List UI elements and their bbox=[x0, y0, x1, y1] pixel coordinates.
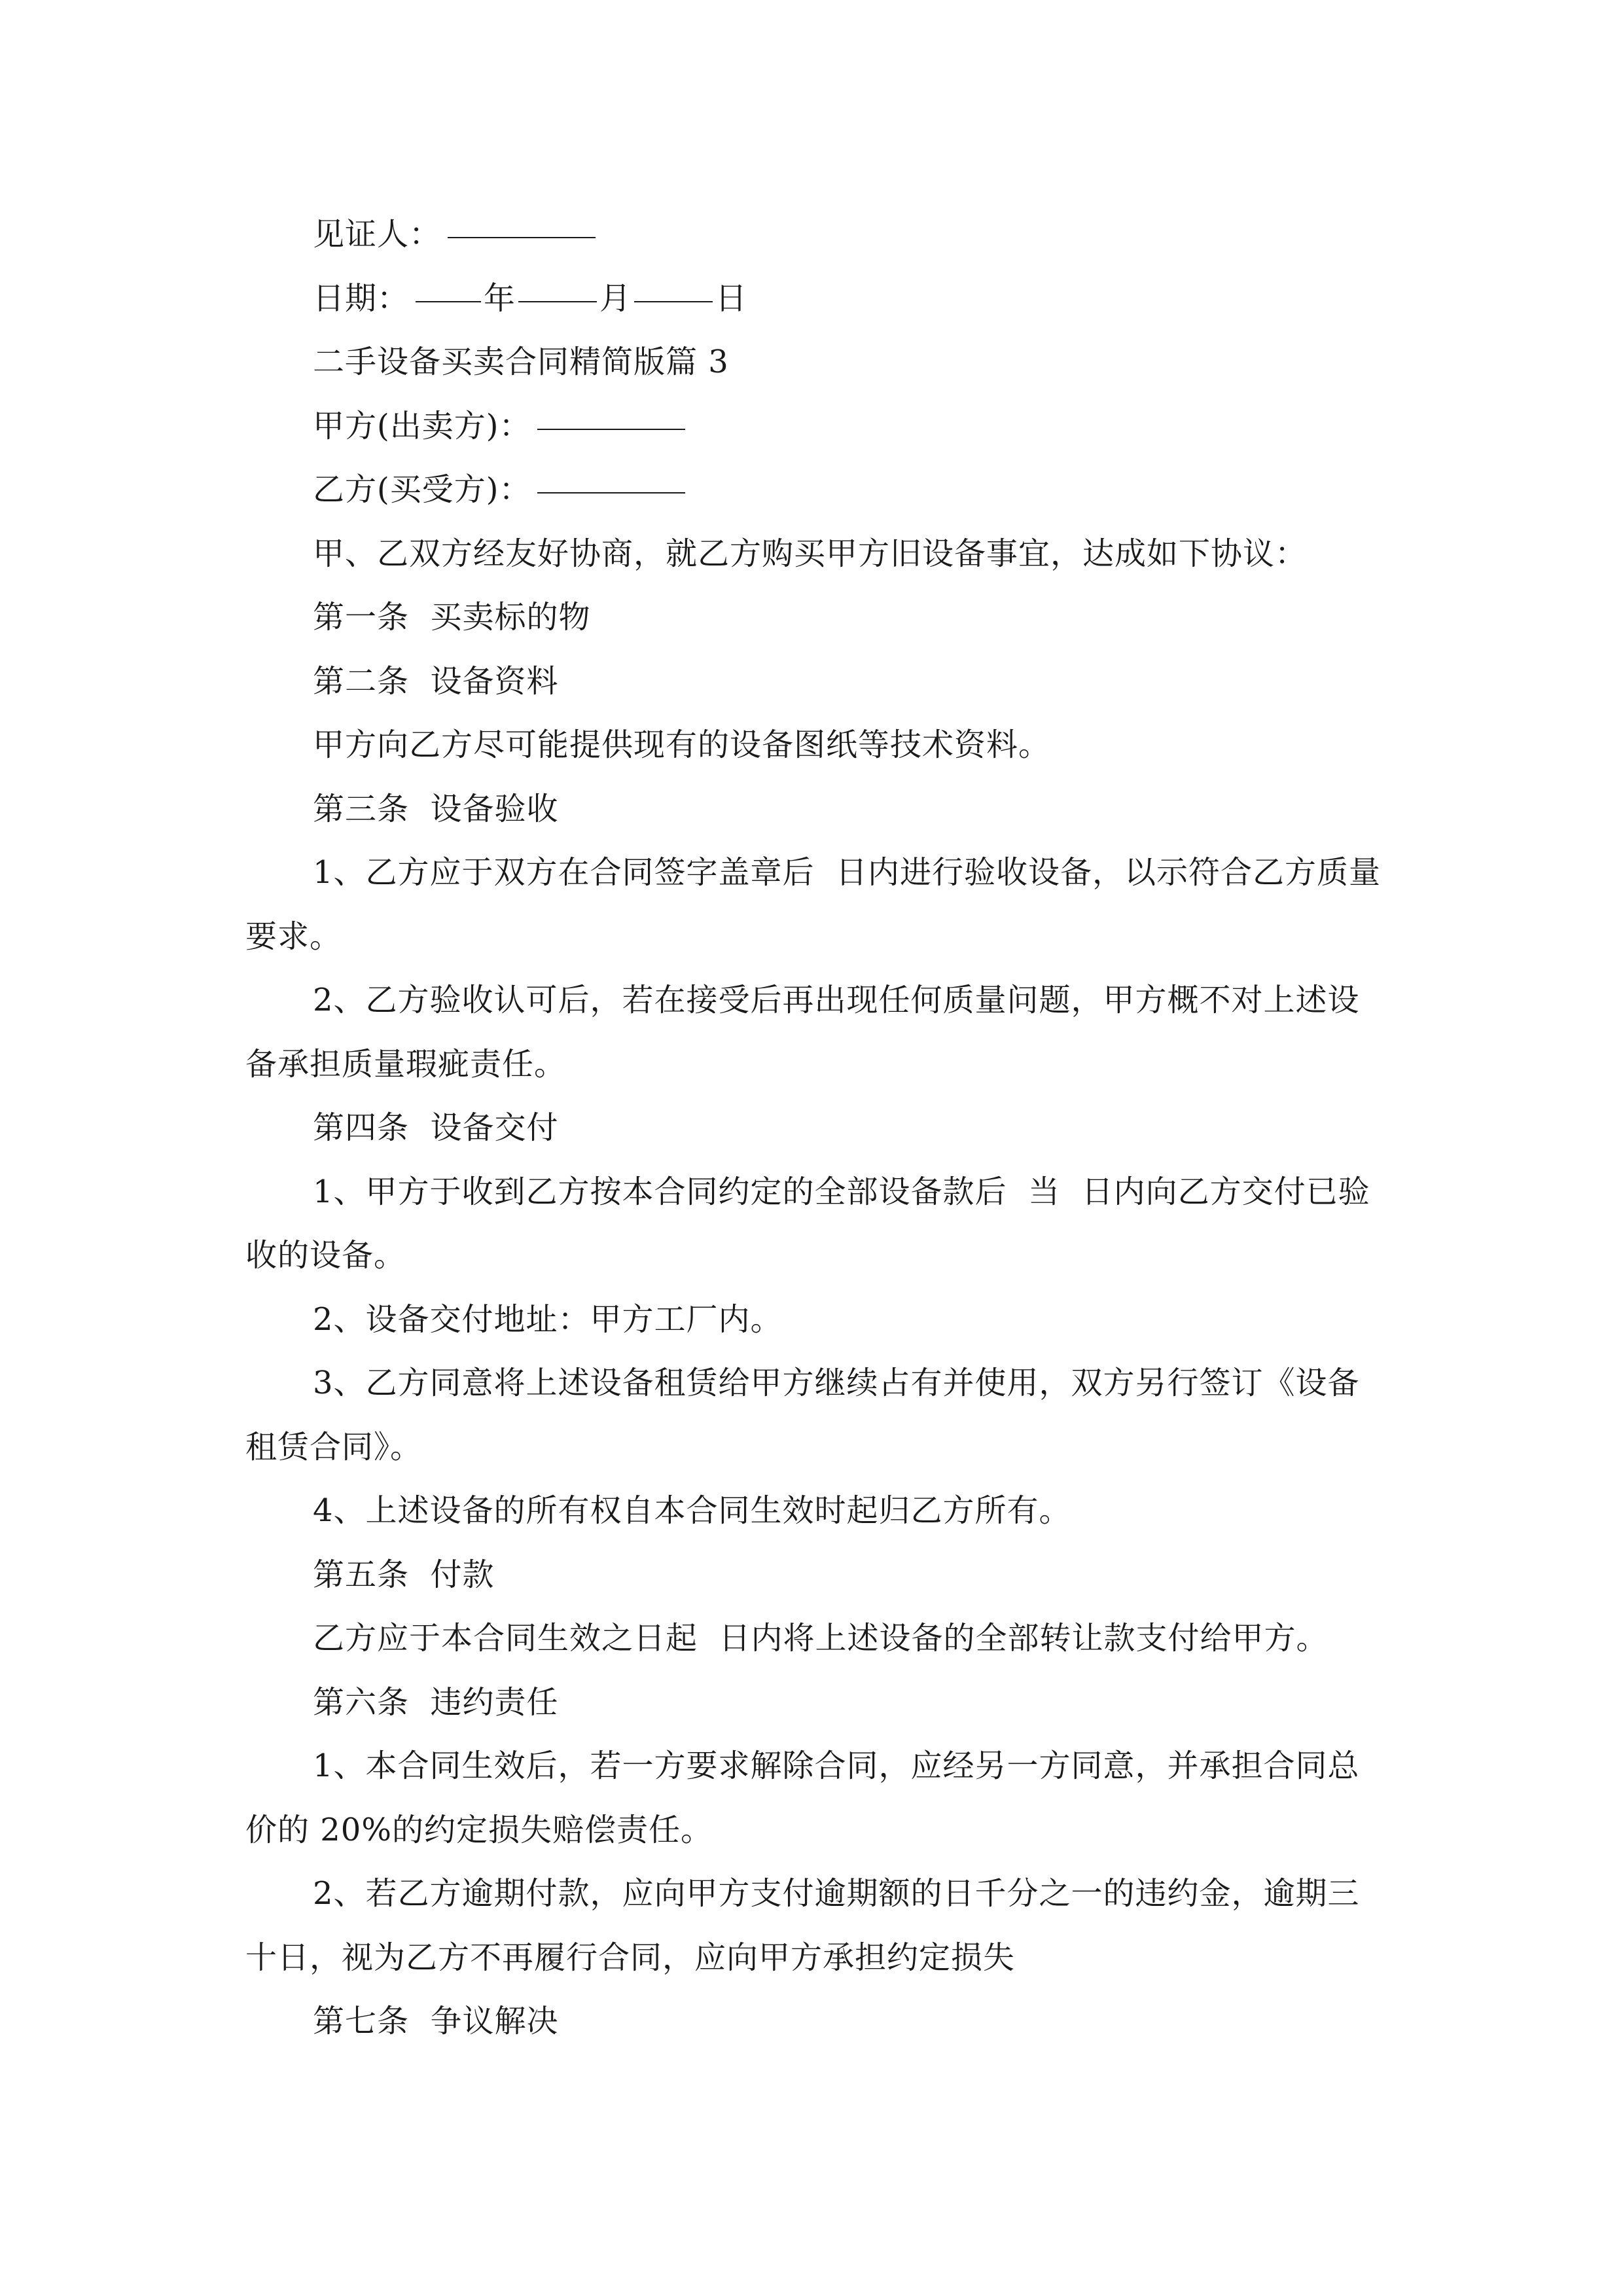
text-line: 1、甲方于收到乙方按本合同约定的全部设备款后 当 日内向乙方交付已验 bbox=[313, 1173, 1370, 1210]
text-line: 第一条 买卖标的物 bbox=[313, 599, 591, 636]
witness-line bbox=[245, 203, 1379, 267]
text-line: 第二条 设备资料 bbox=[313, 662, 559, 700]
date-label: 日期： bbox=[313, 279, 410, 317]
year-blank bbox=[416, 301, 481, 302]
month-label: 月 bbox=[599, 279, 632, 317]
witness-label: 见证人： bbox=[313, 216, 442, 253]
party-b-blank bbox=[537, 492, 685, 493]
date-line bbox=[245, 267, 1379, 331]
text-line: 3、乙方同意将上述设备租赁给甲方继续占有并使用，双方另行签订《设备 bbox=[313, 1365, 1360, 1401]
document-body bbox=[245, 203, 1382, 2054]
day-blank bbox=[634, 301, 713, 302]
text-line: 备承担质量瑕疵责任。 bbox=[245, 1045, 567, 1083]
text-line: 1、乙方应于双方在合同签字盖章后 日内进行验收设备，以示符合乙方质量 bbox=[313, 854, 1382, 891]
text-line: 第五条 付款 bbox=[313, 1556, 495, 1593]
day-label: 日 bbox=[715, 279, 748, 317]
witness-blank bbox=[448, 237, 596, 238]
section-title: 二手设备买卖合同精简版篇 3 bbox=[313, 344, 729, 380]
text-line: 1、本合同生效后，若一方要求解除合同，应经另一方同意，并承担合同总 bbox=[313, 1748, 1360, 1784]
text-line: 第七条 争议解决 bbox=[313, 2003, 559, 2039]
text-line: 2、若乙方逾期付款，应向甲方支付逾期额的日千分之一的违约金，逾期三 bbox=[313, 1875, 1360, 1912]
text-line: 4、上述设备的所有权自本合同生效时起归乙方所有。 bbox=[313, 1492, 1071, 1529]
text-line: 收的设备。 bbox=[245, 1237, 406, 1274]
text-line: 第三条 设备验收 bbox=[313, 790, 559, 827]
text-line: 2、乙方验收认可后，若在接受后再出现任何质量问题，甲方概不对上述设 bbox=[313, 982, 1360, 1018]
month-blank bbox=[518, 301, 597, 302]
text-line: 2、设备交付地址：甲方工厂内。 bbox=[313, 1300, 783, 1338]
text-line: 要求。 bbox=[245, 918, 342, 955]
party-b-label: 乙方(买受方)： bbox=[313, 471, 531, 508]
text-line: 乙方应于本合同生效之日起 日内将上述设备的全部转让款支付给甲方。 bbox=[313, 1620, 1329, 1657]
contract-clauses bbox=[245, 522, 1382, 2054]
text-line: 价的 20%的约定损失赔偿责任。 bbox=[245, 1811, 713, 1848]
party-a-label: 甲方(出卖方)： bbox=[313, 407, 531, 444]
text-line: 十日，视为乙方不再履行合同，应向甲方承担约定损失 bbox=[245, 1939, 1016, 1976]
text-line: 租赁合同》。 bbox=[245, 1428, 423, 1465]
party-a-line bbox=[245, 395, 1379, 459]
text-line: 甲方向乙方尽可能提供现有的设备图纸等技术资料。 bbox=[313, 726, 1051, 763]
party-a-blank bbox=[537, 429, 685, 430]
text-line: 甲、乙双方经友好协商，就乙方购买甲方旧设备事宜，达成如下协议： bbox=[313, 535, 1308, 572]
year-label: 年 bbox=[484, 279, 516, 317]
text-line: 第四条 设备交付 bbox=[313, 1109, 559, 1146]
party-b-line bbox=[245, 458, 1379, 522]
text-line: 第六条 违约责任 bbox=[313, 1683, 559, 1721]
